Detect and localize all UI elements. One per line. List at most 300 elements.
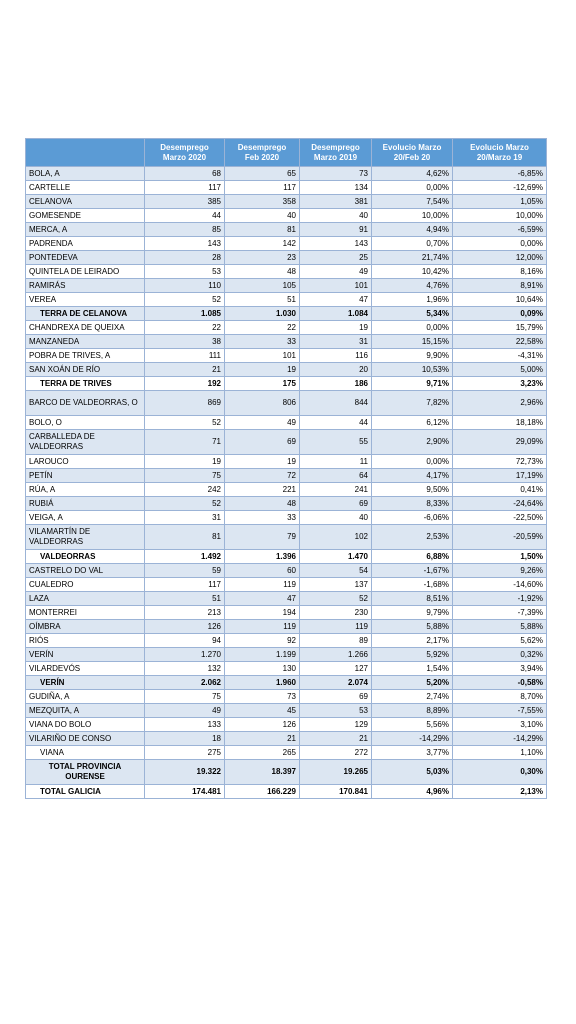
cell-march-2020: 71 xyxy=(145,430,225,455)
cell-march-2019: 31 xyxy=(300,335,372,349)
cell-feb-2020: 101 xyxy=(225,349,300,363)
cell-feb-2020: 47 xyxy=(225,592,300,606)
cell-change-mar20-mar19: 3,23% xyxy=(453,377,547,391)
header-unemployment-march-2019: Desemprego Marzo 2019 xyxy=(300,139,372,167)
cell-march-2019: 116 xyxy=(300,349,372,363)
cell-feb-2020: 142 xyxy=(225,237,300,251)
cell-march-2019: 69 xyxy=(300,690,372,704)
cell-march-2020: 31 xyxy=(145,511,225,525)
cell-feb-2020: 194 xyxy=(225,606,300,620)
cell-change-mar20-mar19: 17,19% xyxy=(453,469,547,483)
municipality-cell: GUDIÑA, A xyxy=(26,690,145,704)
cell-change-mar20-feb20: 9,90% xyxy=(372,349,453,363)
cell-change-mar20-mar19: -14,29% xyxy=(453,732,547,746)
cell-march-2020: 869 xyxy=(145,391,225,416)
table-row xyxy=(26,251,547,265)
cell-march-2020: 110 xyxy=(145,279,225,293)
municipality-cell: CARBALLEDA DE VALDEORRAS xyxy=(26,430,145,455)
municipality-cell: MANZANEDA xyxy=(26,335,145,349)
cell-march-2019: 73 xyxy=(300,167,372,181)
table-row xyxy=(26,293,547,307)
cell-feb-2020: 51 xyxy=(225,293,300,307)
table-row xyxy=(26,167,547,181)
header-change-mar20-feb20: Evolucio Marzo 20/Feb 20 xyxy=(372,139,453,167)
cell-change-mar20-mar19: 8,91% xyxy=(453,279,547,293)
cell-change-mar20-feb20: -6,06% xyxy=(372,511,453,525)
cell-change-mar20-feb20: 4,96% xyxy=(372,785,453,799)
municipality-cell: MEZQUITA, A xyxy=(26,704,145,718)
cell-change-mar20-mar19: 9,26% xyxy=(453,564,547,578)
cell-march-2019: 1.266 xyxy=(300,648,372,662)
cell-march-2019: 89 xyxy=(300,634,372,648)
municipality-cell: TERRA DE CELANOVA xyxy=(26,307,145,321)
cell-change-mar20-feb20: 5,88% xyxy=(372,620,453,634)
municipality-cell: TOTAL GALICIA xyxy=(26,785,145,799)
cell-march-2020: 75 xyxy=(145,469,225,483)
municipality-cell: BARCO DE VALDEORRAS, O xyxy=(26,391,145,416)
cell-feb-2020: 23 xyxy=(225,251,300,265)
cell-march-2020: 51 xyxy=(145,592,225,606)
cell-change-mar20-feb20: 2,90% xyxy=(372,430,453,455)
subtotal-row xyxy=(26,760,547,785)
cell-change-mar20-feb20: 4,62% xyxy=(372,167,453,181)
table-row xyxy=(26,469,547,483)
cell-feb-2020: 105 xyxy=(225,279,300,293)
table-row xyxy=(26,634,547,648)
municipality-cell: CELANOVA xyxy=(26,195,145,209)
cell-change-mar20-mar19: 5,88% xyxy=(453,620,547,634)
cell-march-2020: 52 xyxy=(145,416,225,430)
cell-feb-2020: 92 xyxy=(225,634,300,648)
cell-march-2019: 1.084 xyxy=(300,307,372,321)
cell-change-mar20-feb20: 8,89% xyxy=(372,704,453,718)
cell-change-mar20-mar19: 1,10% xyxy=(453,746,547,760)
municipality-cell: LAZA xyxy=(26,592,145,606)
cell-feb-2020: 40 xyxy=(225,209,300,223)
table-row xyxy=(26,209,547,223)
cell-march-2020: 192 xyxy=(145,377,225,391)
table-row xyxy=(26,564,547,578)
cell-feb-2020: 79 xyxy=(225,525,300,550)
cell-change-mar20-mar19: -22,50% xyxy=(453,511,547,525)
cell-change-mar20-mar19: 22,58% xyxy=(453,335,547,349)
cell-feb-2020: 48 xyxy=(225,265,300,279)
table-row xyxy=(26,279,547,293)
cell-change-mar20-feb20: 5,03% xyxy=(372,760,453,785)
cell-change-mar20-feb20: -14,29% xyxy=(372,732,453,746)
cell-change-mar20-mar19: -20,59% xyxy=(453,525,547,550)
table-row xyxy=(26,648,547,662)
cell-change-mar20-feb20: 8,33% xyxy=(372,497,453,511)
municipality-cell: CHANDREXA DE QUEIXA xyxy=(26,321,145,335)
cell-change-mar20-feb20: 0,00% xyxy=(372,455,453,469)
cell-change-mar20-mar19: 8,16% xyxy=(453,265,547,279)
cell-feb-2020: 126 xyxy=(225,718,300,732)
cell-change-mar20-feb20: 4,17% xyxy=(372,469,453,483)
cell-march-2020: 2.062 xyxy=(145,676,225,690)
cell-march-2019: 241 xyxy=(300,483,372,497)
unemployment-table xyxy=(25,138,547,799)
cell-march-2019: 272 xyxy=(300,746,372,760)
cell-change-mar20-feb20: 4,94% xyxy=(372,223,453,237)
cell-change-mar20-feb20: 10,53% xyxy=(372,363,453,377)
cell-change-mar20-mar19: -6,85% xyxy=(453,167,547,181)
cell-feb-2020: 119 xyxy=(225,620,300,634)
municipality-cell: VILARIÑO DE CONSO xyxy=(26,732,145,746)
cell-change-mar20-mar19: 0,30% xyxy=(453,760,547,785)
cell-change-mar20-feb20: 8,51% xyxy=(372,592,453,606)
cell-feb-2020: 65 xyxy=(225,167,300,181)
cell-feb-2020: 22 xyxy=(225,321,300,335)
municipality-cell: VIANA xyxy=(26,746,145,760)
cell-march-2019: 19 xyxy=(300,321,372,335)
cell-change-mar20-feb20: 5,20% xyxy=(372,676,453,690)
cell-march-2020: 275 xyxy=(145,746,225,760)
table-row xyxy=(26,746,547,760)
cell-change-mar20-mar19: 3,10% xyxy=(453,718,547,732)
cell-feb-2020: 1.396 xyxy=(225,550,300,564)
cell-change-mar20-mar19: 15,79% xyxy=(453,321,547,335)
cell-march-2019: 20 xyxy=(300,363,372,377)
cell-feb-2020: 21 xyxy=(225,732,300,746)
cell-feb-2020: 806 xyxy=(225,391,300,416)
cell-change-mar20-mar19: 72,73% xyxy=(453,455,547,469)
table-row xyxy=(26,223,547,237)
table-row xyxy=(26,606,547,620)
cell-change-mar20-mar19: 12,00% xyxy=(453,251,547,265)
cell-feb-2020: 1.199 xyxy=(225,648,300,662)
cell-change-mar20-feb20: 0,00% xyxy=(372,321,453,335)
header-unemployment-march-2020: Desemprego Marzo 2020 xyxy=(145,139,225,167)
cell-march-2020: 94 xyxy=(145,634,225,648)
cell-feb-2020: 358 xyxy=(225,195,300,209)
municipality-cell: VEREA xyxy=(26,293,145,307)
cell-change-mar20-mar19: 1,50% xyxy=(453,550,547,564)
cell-change-mar20-feb20: 10,42% xyxy=(372,265,453,279)
cell-change-mar20-feb20: 9,50% xyxy=(372,483,453,497)
cell-march-2019: 55 xyxy=(300,430,372,455)
cell-feb-2020: 265 xyxy=(225,746,300,760)
table-row xyxy=(26,620,547,634)
cell-change-mar20-feb20: 9,79% xyxy=(372,606,453,620)
cell-change-mar20-mar19: 0,09% xyxy=(453,307,547,321)
cell-feb-2020: 48 xyxy=(225,497,300,511)
cell-feb-2020: 73 xyxy=(225,690,300,704)
cell-change-mar20-feb20: 7,54% xyxy=(372,195,453,209)
cell-change-mar20-mar19: 0,32% xyxy=(453,648,547,662)
cell-march-2020: 133 xyxy=(145,718,225,732)
table-row xyxy=(26,718,547,732)
municipality-cell: SAN XOÁN DE RÍO xyxy=(26,363,145,377)
cell-feb-2020: 117 xyxy=(225,181,300,195)
cell-change-mar20-feb20: 1,96% xyxy=(372,293,453,307)
cell-change-mar20-feb20: 6,12% xyxy=(372,416,453,430)
cell-march-2019: 101 xyxy=(300,279,372,293)
cell-march-2019: 129 xyxy=(300,718,372,732)
cell-feb-2020: 1.960 xyxy=(225,676,300,690)
table-row xyxy=(26,732,547,746)
cell-change-mar20-mar19: -12,69% xyxy=(453,181,547,195)
cell-march-2019: 25 xyxy=(300,251,372,265)
cell-march-2019: 21 xyxy=(300,732,372,746)
cell-march-2020: 213 xyxy=(145,606,225,620)
cell-march-2019: 134 xyxy=(300,181,372,195)
municipality-cell: VILAMARTÍN DE VALDEORRAS xyxy=(26,525,145,550)
cell-march-2020: 21 xyxy=(145,363,225,377)
cell-feb-2020: 72 xyxy=(225,469,300,483)
cell-march-2019: 119 xyxy=(300,620,372,634)
cell-feb-2020: 166.229 xyxy=(225,785,300,799)
table-row xyxy=(26,195,547,209)
municipality-cell: VALDEORRAS xyxy=(26,550,145,564)
municipality-cell: LAROUCO xyxy=(26,455,145,469)
header-change-mar20-mar19: Evolucio Marzo 20/Marzo 19 xyxy=(453,139,547,167)
cell-change-mar20-feb20: 5,34% xyxy=(372,307,453,321)
cell-march-2019: 49 xyxy=(300,265,372,279)
cell-feb-2020: 1.030 xyxy=(225,307,300,321)
cell-change-mar20-feb20: 7,82% xyxy=(372,391,453,416)
table-row xyxy=(26,265,547,279)
cell-march-2020: 49 xyxy=(145,704,225,718)
table-row xyxy=(26,690,547,704)
cell-change-mar20-feb20: 0,70% xyxy=(372,237,453,251)
table-row xyxy=(26,578,547,592)
municipality-cell: BOLO, O xyxy=(26,416,145,430)
cell-march-2020: 1.270 xyxy=(145,648,225,662)
cell-march-2019: 69 xyxy=(300,497,372,511)
municipality-cell: CASTRELO DO VAL xyxy=(26,564,145,578)
cell-change-mar20-mar19: 3,94% xyxy=(453,662,547,676)
cell-change-mar20-mar19: -7,55% xyxy=(453,704,547,718)
cell-march-2020: 22 xyxy=(145,321,225,335)
cell-change-mar20-mar19: 10,00% xyxy=(453,209,547,223)
cell-change-mar20-feb20: 6,88% xyxy=(372,550,453,564)
subtotal-row xyxy=(26,676,547,690)
cell-march-2020: 53 xyxy=(145,265,225,279)
cell-march-2020: 28 xyxy=(145,251,225,265)
cell-march-2019: 170.841 xyxy=(300,785,372,799)
cell-march-2019: 381 xyxy=(300,195,372,209)
municipality-cell: VIANA DO BOLO xyxy=(26,718,145,732)
municipality-cell: CARTELLE xyxy=(26,181,145,195)
table-row xyxy=(26,349,547,363)
header-row xyxy=(26,139,547,167)
cell-march-2019: 1.470 xyxy=(300,550,372,564)
cell-feb-2020: 49 xyxy=(225,416,300,430)
cell-march-2019: 230 xyxy=(300,606,372,620)
cell-march-2019: 2.074 xyxy=(300,676,372,690)
cell-march-2019: 64 xyxy=(300,469,372,483)
cell-march-2020: 38 xyxy=(145,335,225,349)
cell-march-2020: 52 xyxy=(145,293,225,307)
municipality-cell: PONTEDEVA xyxy=(26,251,145,265)
cell-change-mar20-feb20: -1,67% xyxy=(372,564,453,578)
cell-march-2020: 117 xyxy=(145,181,225,195)
municipality-cell: RUBIÁ xyxy=(26,497,145,511)
cell-feb-2020: 60 xyxy=(225,564,300,578)
cell-march-2020: 1.085 xyxy=(145,307,225,321)
cell-change-mar20-mar19: 2,96% xyxy=(453,391,547,416)
cell-march-2019: 91 xyxy=(300,223,372,237)
table-row xyxy=(26,363,547,377)
cell-feb-2020: 221 xyxy=(225,483,300,497)
cell-march-2020: 242 xyxy=(145,483,225,497)
cell-change-mar20-feb20: -1,68% xyxy=(372,578,453,592)
municipality-cell: CUALEDRO xyxy=(26,578,145,592)
header-municipality xyxy=(26,139,145,167)
cell-march-2020: 52 xyxy=(145,497,225,511)
subtotal-row xyxy=(26,550,547,564)
cell-feb-2020: 33 xyxy=(225,335,300,349)
cell-march-2019: 137 xyxy=(300,578,372,592)
cell-feb-2020: 19 xyxy=(225,363,300,377)
table-row xyxy=(26,483,547,497)
cell-change-mar20-mar19: 5,00% xyxy=(453,363,547,377)
cell-march-2019: 53 xyxy=(300,704,372,718)
municipality-cell: RIÓS xyxy=(26,634,145,648)
municipality-cell: RÚA, A xyxy=(26,483,145,497)
municipality-cell: TOTAL PROVINCIA OURENSE xyxy=(26,760,145,785)
cell-change-mar20-feb20: 1,54% xyxy=(372,662,453,676)
cell-march-2019: 102 xyxy=(300,525,372,550)
municipality-cell: VILARDEVÓS xyxy=(26,662,145,676)
cell-march-2020: 132 xyxy=(145,662,225,676)
municipality-cell: PADRENDA xyxy=(26,237,145,251)
cell-feb-2020: 175 xyxy=(225,377,300,391)
cell-feb-2020: 18.397 xyxy=(225,760,300,785)
table-row xyxy=(26,511,547,525)
table-row xyxy=(26,497,547,511)
cell-change-mar20-feb20: 21,74% xyxy=(372,251,453,265)
municipality-cell: POBRA DE TRIVES, A xyxy=(26,349,145,363)
cell-march-2019: 19.265 xyxy=(300,760,372,785)
municipality-cell: QUINTELA DE LEIRADO xyxy=(26,265,145,279)
cell-march-2019: 844 xyxy=(300,391,372,416)
cell-change-mar20-feb20: 10,00% xyxy=(372,209,453,223)
cell-feb-2020: 33 xyxy=(225,511,300,525)
table-row xyxy=(26,430,547,455)
cell-march-2019: 52 xyxy=(300,592,372,606)
municipality-cell: OÍMBRA xyxy=(26,620,145,634)
cell-march-2020: 143 xyxy=(145,237,225,251)
cell-change-mar20-feb20: 2,17% xyxy=(372,634,453,648)
cell-change-mar20-mar19: 0,00% xyxy=(453,237,547,251)
cell-change-mar20-feb20: 5,92% xyxy=(372,648,453,662)
cell-change-mar20-feb20: 4,76% xyxy=(372,279,453,293)
cell-march-2020: 44 xyxy=(145,209,225,223)
table-row xyxy=(26,525,547,550)
cell-change-mar20-feb20: 9,71% xyxy=(372,377,453,391)
cell-march-2019: 47 xyxy=(300,293,372,307)
cell-change-mar20-mar19: 5,62% xyxy=(453,634,547,648)
cell-change-mar20-feb20: 15,15% xyxy=(372,335,453,349)
cell-march-2020: 18 xyxy=(145,732,225,746)
table-row xyxy=(26,455,547,469)
cell-march-2019: 186 xyxy=(300,377,372,391)
cell-march-2020: 111 xyxy=(145,349,225,363)
cell-feb-2020: 19 xyxy=(225,455,300,469)
cell-feb-2020: 130 xyxy=(225,662,300,676)
table-row xyxy=(26,321,547,335)
cell-march-2019: 54 xyxy=(300,564,372,578)
municipality-cell: MONTERREI xyxy=(26,606,145,620)
cell-change-mar20-mar19: 1,05% xyxy=(453,195,547,209)
subtotal-row xyxy=(26,785,547,799)
cell-march-2020: 126 xyxy=(145,620,225,634)
cell-change-mar20-feb20: 2,74% xyxy=(372,690,453,704)
cell-march-2020: 75 xyxy=(145,690,225,704)
cell-change-mar20-mar19: -0,58% xyxy=(453,676,547,690)
cell-change-mar20-mar19: -7,39% xyxy=(453,606,547,620)
subtotal-row xyxy=(26,307,547,321)
cell-change-mar20-mar19: -1,92% xyxy=(453,592,547,606)
cell-march-2019: 44 xyxy=(300,416,372,430)
municipality-cell: VERÍN xyxy=(26,648,145,662)
cell-feb-2020: 69 xyxy=(225,430,300,455)
cell-change-mar20-mar19: 2,13% xyxy=(453,785,547,799)
table-row xyxy=(26,181,547,195)
table-row xyxy=(26,335,547,349)
cell-march-2020: 68 xyxy=(145,167,225,181)
cell-march-2020: 85 xyxy=(145,223,225,237)
cell-change-mar20-mar19: 0,41% xyxy=(453,483,547,497)
municipality-cell: PETÍN xyxy=(26,469,145,483)
table-row xyxy=(26,704,547,718)
cell-change-mar20-mar19: -14,60% xyxy=(453,578,547,592)
municipality-cell: TERRA DE TRIVES xyxy=(26,377,145,391)
cell-change-mar20-feb20: 5,56% xyxy=(372,718,453,732)
cell-change-mar20-feb20: 0,00% xyxy=(372,181,453,195)
cell-march-2020: 81 xyxy=(145,525,225,550)
cell-march-2020: 19.322 xyxy=(145,760,225,785)
cell-march-2019: 143 xyxy=(300,237,372,251)
cell-change-mar20-mar19: 8,70% xyxy=(453,690,547,704)
cell-march-2020: 117 xyxy=(145,578,225,592)
cell-change-mar20-mar19: -6,59% xyxy=(453,223,547,237)
cell-march-2019: 127 xyxy=(300,662,372,676)
cell-change-mar20-feb20: 2,53% xyxy=(372,525,453,550)
municipality-cell: MERCA, A xyxy=(26,223,145,237)
cell-feb-2020: 45 xyxy=(225,704,300,718)
municipality-cell: VERÍN xyxy=(26,676,145,690)
cell-feb-2020: 81 xyxy=(225,223,300,237)
cell-change-mar20-mar19: 29,09% xyxy=(453,430,547,455)
subtotal-row xyxy=(26,377,547,391)
cell-march-2019: 40 xyxy=(300,209,372,223)
cell-change-mar20-mar19: 18,18% xyxy=(453,416,547,430)
cell-change-mar20-mar19: 10,64% xyxy=(453,293,547,307)
cell-march-2020: 19 xyxy=(145,455,225,469)
cell-change-mar20-feb20: 3,77% xyxy=(372,746,453,760)
cell-march-2020: 385 xyxy=(145,195,225,209)
header-unemployment-feb-2020: Desemprego Feb 2020 xyxy=(225,139,300,167)
cell-march-2019: 40 xyxy=(300,511,372,525)
municipality-cell: RAMIRÁS xyxy=(26,279,145,293)
cell-feb-2020: 119 xyxy=(225,578,300,592)
municipality-cell: VEIGA, A xyxy=(26,511,145,525)
table-row xyxy=(26,237,547,251)
municipality-cell: BOLA, A xyxy=(26,167,145,181)
table-row xyxy=(26,592,547,606)
cell-change-mar20-mar19: -4,31% xyxy=(453,349,547,363)
cell-march-2019: 11 xyxy=(300,455,372,469)
cell-march-2020: 174.481 xyxy=(145,785,225,799)
table-row xyxy=(26,662,547,676)
table-row xyxy=(26,416,547,430)
table-row xyxy=(26,391,547,416)
cell-march-2020: 59 xyxy=(145,564,225,578)
municipality-cell: GOMESENDE xyxy=(26,209,145,223)
